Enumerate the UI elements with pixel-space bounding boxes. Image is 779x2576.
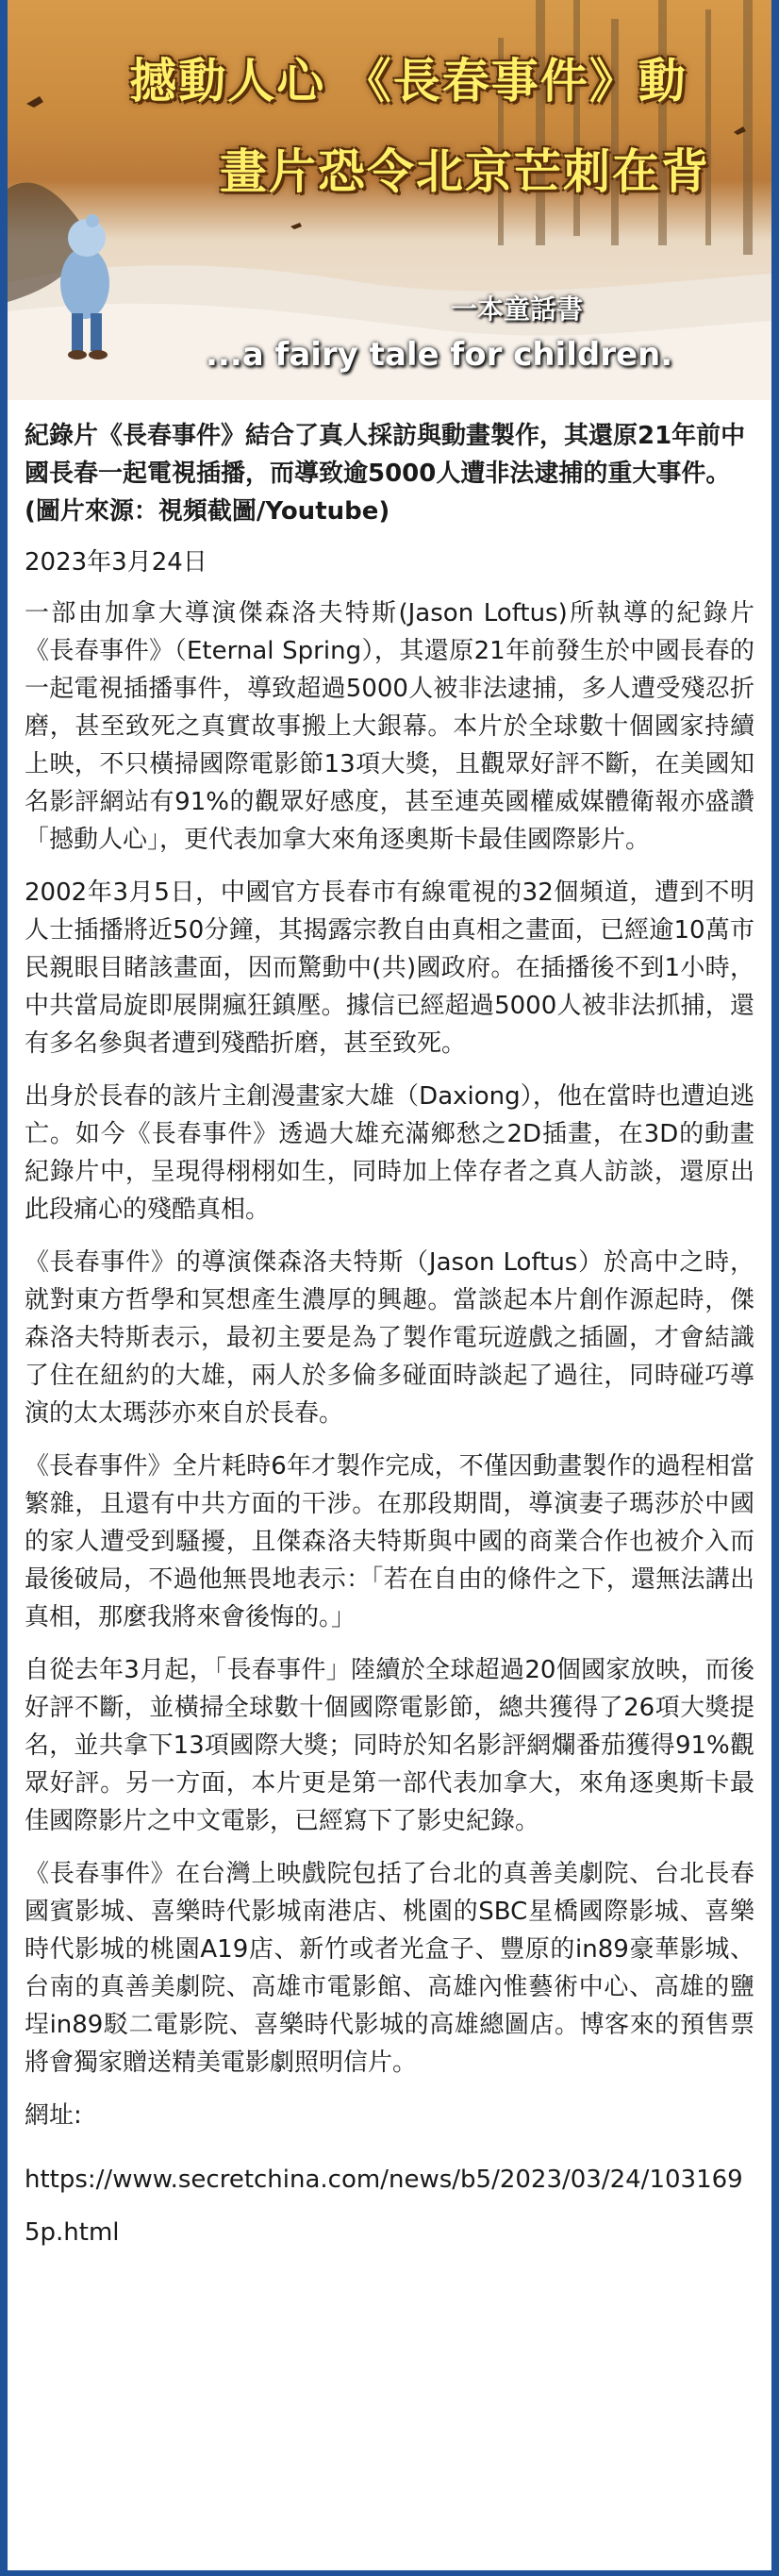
paragraph: 一部由加拿大導演傑森洛夫特斯(Jason Loftus)所執導的紀錄片《長春事件》（Eternal Spring），其還原21年前發生於中國長春的一起電視插播事件，導致超過5000人被非法逮捕，多人遭受殘忍折磨，甚至致死之真實故事搬上大銀幕。本片於全球數十個國家持續上映，不只橫掃國際電影節13項大獎，且觀眾好評不斷，在美國知名影評網站有91%的觀眾好感度，甚至連英國權威媒體衛報亦盛讚「撼動人心」，更代表加拿大來角逐奧斯卡最佳國際影片。	[25, 599, 754, 854]
article-body	[8, 400, 771, 2259]
paragraph: 《長春事件》全片耗時6年才製作完成，不僅因動畫製作的過程相當繁雜，且還有中共方面的干涉。在那段期間，導演妻子瑪莎於中國的家人遭受到騷擾，且傑森洛夫特斯與中國的商業合作也被介入而最後破局，不過他無畏地表示：「若在自由的條件之下，還無法講出真相，那麼我將來會後悔的。」	[25, 1452, 754, 1631]
paragraph: 出身於長春的該片主創漫畫家大雄（Daxiong），他在當時也遭迫逃亡。如今《長春事件》透過大雄充滿鄉愁之2D插畫，在3D的動畫紀錄片中，呈現得栩栩如生，同時加上倖存者之真人訪談，還原出此段痛心的殘酷真相。	[25, 1082, 754, 1224]
paragraph: 《長春事件》的導演傑森洛夫特斯（Jason Loftus）於高中之時，就對東方哲學和冥想產生濃厚的興趣。當談起本片創作源起時，傑森洛夫特斯表示，最初主要是為了製作電玩遊戲之插圖，才會結識了住在紐約的大雄，兩人於多倫多碰面時談起了過往，同時碰巧導演的太太瑪莎亦來自於長春。	[25, 1248, 754, 1428]
hero-image	[8, 0, 771, 400]
paragraph: 《長春事件》在台灣上映戲院包括了台北的真善美劇院、台北長春國賓影城、喜樂時代影城南港店、桃園的SBC星橋國際影城、喜樂時代影城的桃園A19店、新竹或者光盒子、豐原的in89豪華影城、台南的真善美劇院、高雄市電影館、高雄內惟藝術中心、高雄的鹽埕in89駁二電影院、喜樂時代影城的高雄總圖店。博客來的預售票將會獨家贈送精美電影劇照明信片。	[25, 1860, 754, 2077]
paragraph: 自從去年3月起，「長春事件」陸續於全球超過20個國家放映，而後好評不斷，並橫掃全球數十個國際電影節，總共獲得了26項大獎提名，並共拿下13項國際大獎；同時於知名影評網爛番茄獲得91%觀眾好評。另一方面，本片更是第一部代表加拿大，來角逐奧斯卡最佳國際影片之中文電影，已經寫下了影史紀錄。	[25, 1656, 754, 1835]
publish-date: 2023年3月24日	[25, 548, 207, 577]
hero-subtitle-en: ...a fairy tale for children.	[206, 336, 673, 374]
hero-title-line1: 撼動人心 《長春事件》動	[129, 54, 688, 109]
hero-subtitle-zh: 一本童話書	[451, 293, 584, 325]
hero-title-line2: 畫片恐令北京芒刺在背	[220, 144, 710, 199]
image-caption: 紀錄片《長春事件》結合了真人採訪與動畫製作，其還原21年前中國長春一起電視插播，而導致逾5000人遭非法逮捕的重大事件。(圖片來源：視頻截圖/Youtube)	[25, 422, 746, 526]
paragraph: 2002年3月5日，中國官方長春市有線電視的32個頻道，遭到不明人士插播將近50分鐘，其揭露宗教自由真相之畫面，已經逾10萬市民親眼目睹該畫面，因而驚動中(共)國政府。在插播後不到1小時，中共當局旋即展開瘋狂鎮壓。據信已經超過5000人被非法抓捕，還有多名參與者遭到殘酷折磨，甚至致死。	[25, 878, 754, 1058]
source-url-link[interactable]: https://www.secretchina.com/news/b5/2023/03/24/1031695p.html	[25, 2166, 743, 2247]
url-label: 網址:	[25, 2101, 82, 2130]
